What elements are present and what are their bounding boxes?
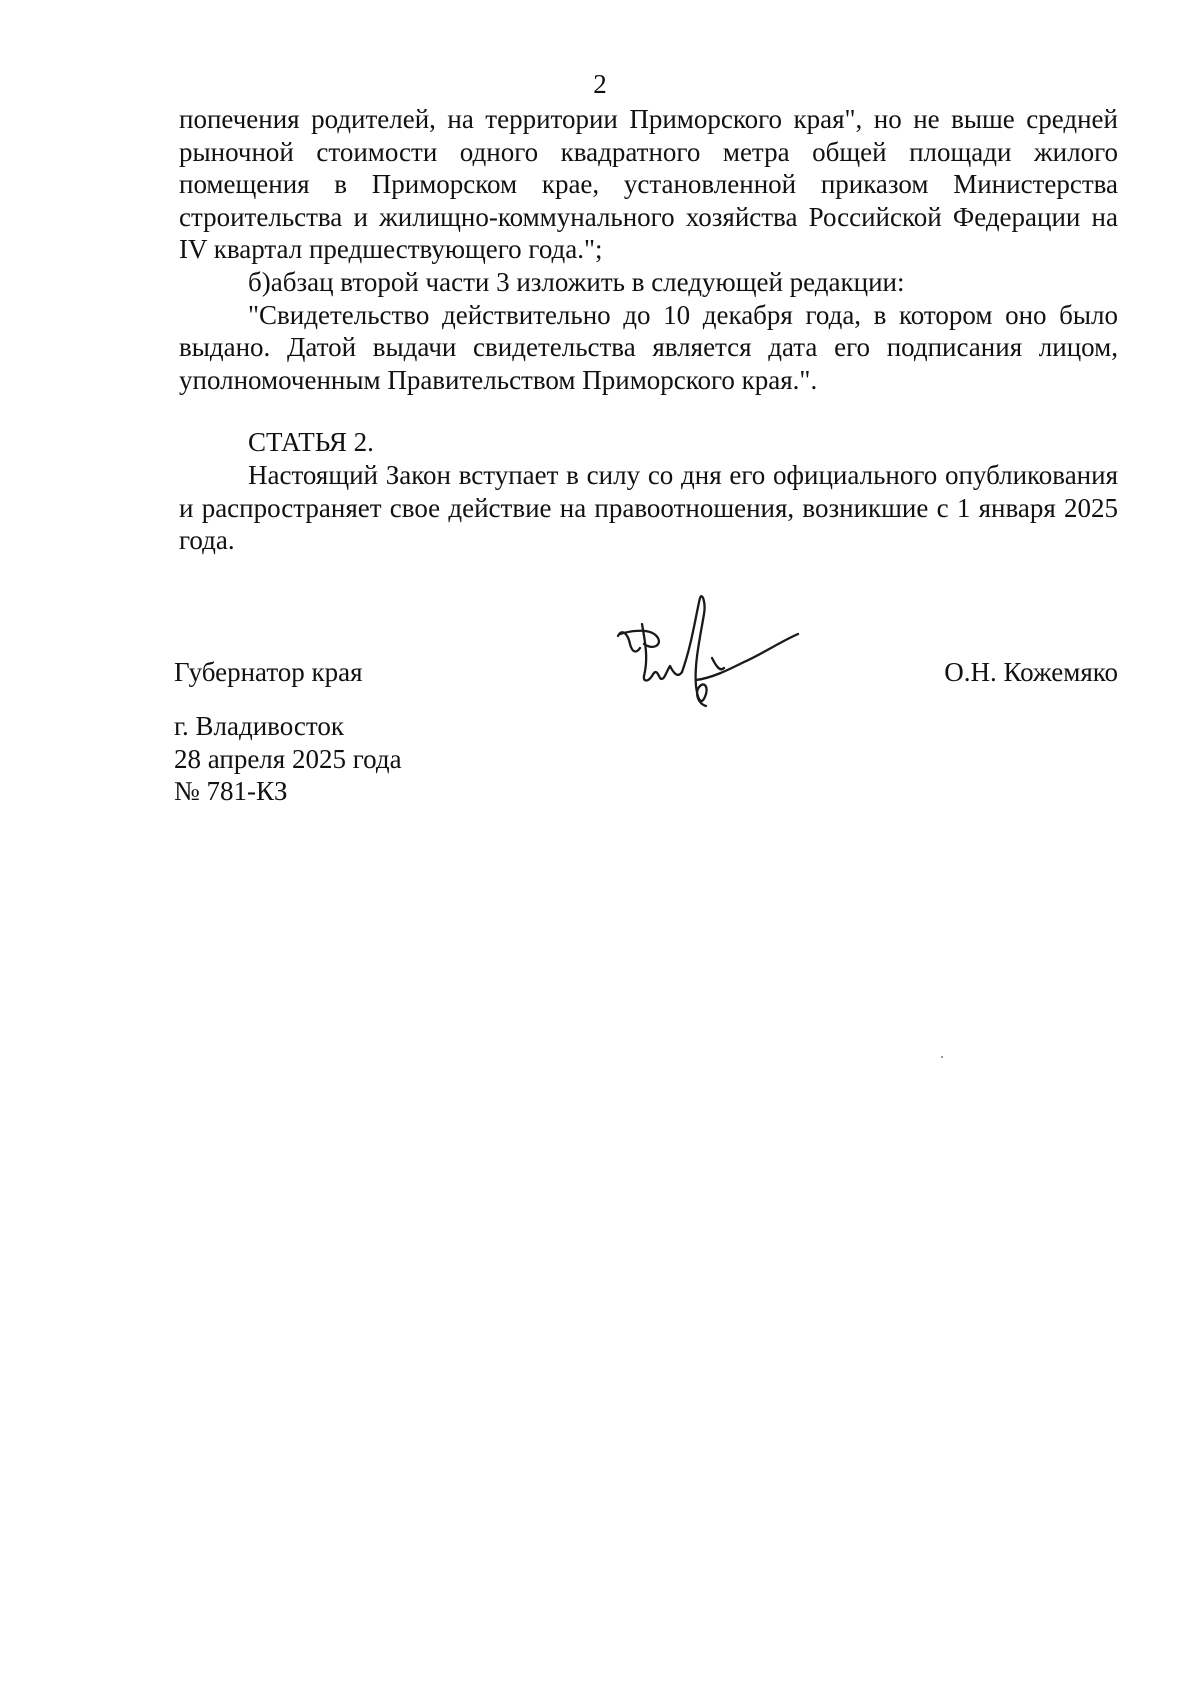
footer-city: г. Владивосток [174, 711, 344, 741]
handwritten-signature [612, 594, 802, 718]
scan-speck [941, 1056, 943, 1058]
page-number: 2 [593, 69, 607, 99]
paragraph-amendment-b: б)абзац второй части 3 изложить в следующей редакции: [248, 266, 905, 297]
article-text: Настоящий Закон вступает в силу со дня его официального опубликования и распространяет свое действие на правоотношения, возникшие с 1 января 2025 года. [179, 459, 1118, 556]
footer-number: № 781-КЗ [174, 776, 288, 806]
governor-title: Губернатор края [174, 657, 363, 687]
document-body [179, 103, 1118, 557]
paragraph-continuation: попечения родителей, на территории Приморского края", но не выше средней рыночной стоимости одного квадратного метра общей площади жилого помещения в Приморском крае, установленной приказом Министерства строительства и жилищно-коммунального хозяйства Российской Федерации на IV квартал предшествующего года."; [179, 104, 1118, 265]
article-heading: СТАТЬЯ 2. [248, 427, 374, 458]
document-footer [174, 710, 402, 808]
governor-name: О.Н. Кожемяко [944, 657, 1118, 687]
section-spacer [179, 396, 1118, 426]
paragraph-quoted-text: "Свидетельство действительно до 10 декабря года, в котором оно было выдано. Датой выдачи свидетельства является дата его подписания лицом, уполномоченным Правительством Приморского края.". [179, 299, 1118, 395]
footer-date: 28 апреля 2025 года [174, 743, 402, 774]
